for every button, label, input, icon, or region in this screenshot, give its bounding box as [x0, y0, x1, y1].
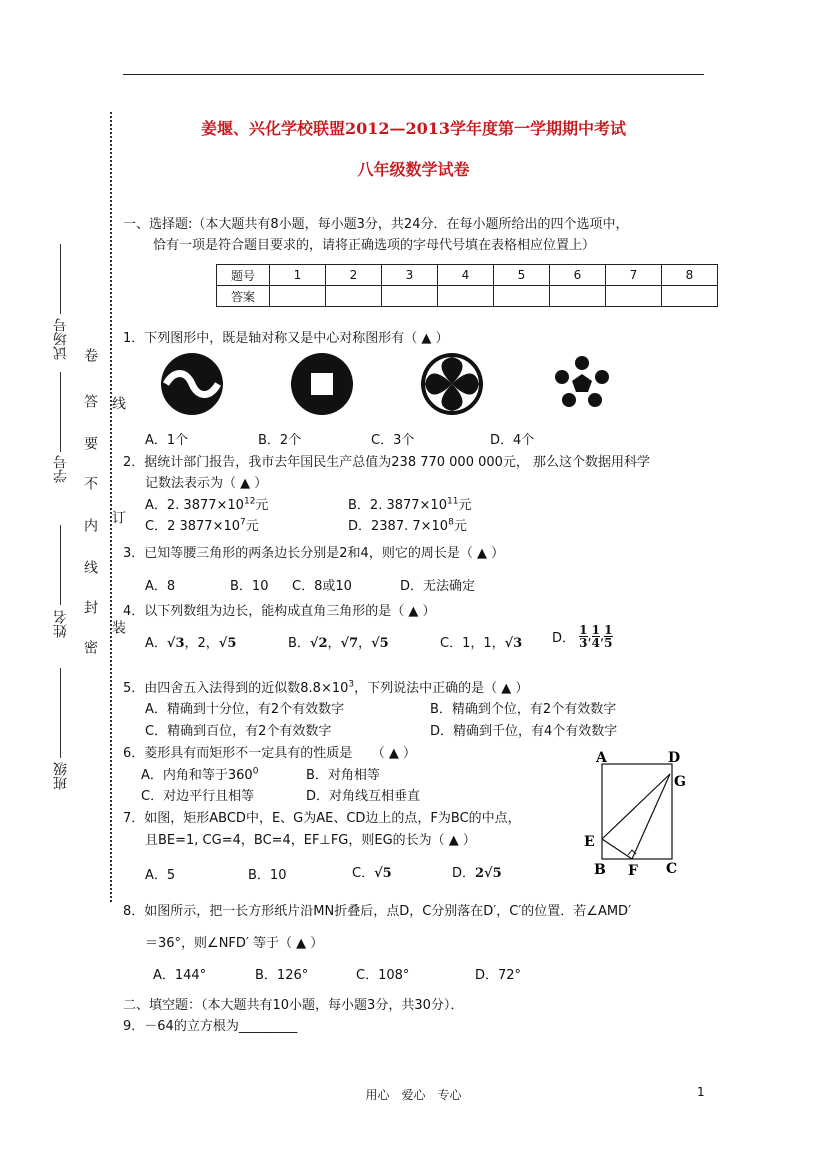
seal-char: 密: [82, 640, 98, 654]
table-row-label: 答案: [217, 286, 270, 307]
answer-cell[interactable]: [550, 286, 606, 307]
q6-option-d: D．对角线互相垂直: [306, 789, 421, 804]
seal-char: 答: [82, 394, 98, 408]
question-number: 6: [550, 265, 606, 286]
q2-stem-line2: 记数法表示为（ ▲ ）: [145, 476, 268, 491]
q3-stem: 3．已知等腰三角形的两条边长分别是2和4，则它的周长是（ ▲ ）: [123, 546, 505, 561]
q5-option-a: A．精确到十分位，有2个有效数字: [145, 702, 345, 717]
q1-option-a: A．1个: [145, 433, 189, 448]
q2-option-b: B．2. $3877\times 10^{11}$元: [348, 496, 472, 513]
q6-option-c: C．对边平行且相等: [141, 789, 255, 804]
fig-label-e: E: [584, 834, 595, 850]
q6-stem: 6．菱形具有而矩形不一定具有的性质是 （ ▲ ）: [123, 746, 417, 761]
fig-label-c: C: [666, 861, 678, 877]
q8-option-c: C．108°: [356, 968, 410, 983]
q8-option-d: D．72°: [475, 968, 522, 983]
class-blank: [60, 668, 61, 758]
q6-option-a: A．内角和等于$360^0$: [141, 766, 259, 783]
q7-option-a: A．5: [145, 868, 176, 883]
section1-line1: 一、选择题:（本大题共有8小题，每小题3分，共24分．在每小题所给出的四个选项中，: [123, 217, 629, 232]
q2-option-a: A．2. $3877\times 10^{12}$元: [145, 496, 269, 513]
question-number: 3: [382, 265, 438, 286]
seal-char: 不: [82, 476, 98, 490]
q1-option-d: D．4个: [490, 433, 535, 448]
q4-option-b: B．√2，√7，√5: [288, 636, 389, 651]
seal-char: 线: [82, 560, 98, 574]
q2-stem-line1: 2．据统计部门报告，我市去年国民生产总值为238 770 000 000元， 那么这个数据用科学: [123, 455, 651, 470]
q5-stem: 5．由四舍五入法得到的近似数$8.8\times 10^3$，下列说法中正确的是（ ▲ ）: [123, 679, 529, 696]
page-footer: 用心 爱心 专心: [365, 1088, 462, 1102]
q2-option-c: C．2 $3877\times 10^7$元: [145, 517, 259, 534]
q8-stem-line2: ＝36°，则∠NFD′ 等于（ ▲ ）: [145, 936, 324, 951]
q4-option-a: A．√3，2，√5: [145, 636, 237, 651]
q7-option-b: B．10: [248, 868, 287, 883]
q9-stem: 9．－64的立方根为_________: [123, 1019, 298, 1034]
q4-option-c: C．1，1，√3: [440, 636, 523, 651]
exam-title: 姜堰、兴化学校联盟2012—2013学年度第一学期期中考试: [200, 119, 627, 138]
answer-cell[interactable]: [606, 286, 662, 307]
answer-cell[interactable]: [438, 286, 494, 307]
fig-label-d: D: [668, 750, 681, 766]
seal-char: 装: [110, 620, 126, 634]
answer-cell[interactable]: [326, 286, 382, 307]
q4-stem: 4．以下列数组为边长，能构成直角三角形的是（ ▲ ）: [123, 604, 436, 619]
q6-option-b: B．对角相等: [306, 768, 380, 783]
q3-option-d: D．无法确定: [400, 579, 476, 594]
page-number: 1: [697, 1085, 705, 1099]
header-rule: [123, 74, 704, 75]
q1-option-b: B．2个: [258, 433, 302, 448]
seal-char: 内: [82, 518, 98, 532]
seal-char: 线: [110, 396, 126, 410]
question-number: 1: [270, 265, 326, 286]
exam-room-label: 试场号: [53, 318, 69, 360]
answer-table: [216, 264, 718, 307]
figure-four-petal: [420, 352, 484, 416]
seal-char: 卷: [82, 348, 98, 362]
q8-stem-line1: 8．如图所示，把一长方形纸片沿MN折叠后，点D，C分别落在D′，C′的位置．若∠AMD′: [123, 904, 632, 919]
q8-option-b: B．126°: [255, 968, 309, 983]
q5-option-b: B．精确到个位，有2个有效数字: [430, 702, 617, 717]
section2-heading: 二、填空题：（本大题共有10小题，每小题3分，共30分）．: [123, 998, 464, 1013]
answer-cell[interactable]: [662, 286, 718, 307]
class-label: 班级: [53, 762, 69, 790]
fig-label-g: G: [674, 774, 686, 790]
q7-option-d: D．2√5: [452, 866, 502, 881]
q3-option-c: C．8或10: [292, 579, 352, 594]
table-row-label: 题号: [217, 265, 270, 286]
figure-coin-square: [290, 352, 354, 416]
q3-option-a: A．8: [145, 579, 176, 594]
seal-char: 订: [110, 510, 126, 524]
q7-stem-line2: 且BE=1, CG=4，BC=4，EF⊥FG，则EG的长为（ ▲ ）: [145, 833, 476, 848]
figure-pentagon-flower: [550, 352, 614, 416]
q2-option-d: D．2387. $7\times 10^8$元: [348, 517, 467, 534]
figure-yin-circle: [160, 352, 224, 416]
seal-dotted-line: [110, 112, 112, 902]
seal-char: 要: [82, 436, 98, 450]
q1-stem: 1．下列图形中，既是轴对称又是中心对称图形有（ ▲ ）: [123, 331, 449, 346]
q4-option-d: D． $\frac{1}{3}$ , $\frac{1}{4}$ , $\frac{1}{5}$: [552, 623, 613, 650]
answer-cell[interactable]: [382, 286, 438, 307]
fig-label-b: B: [594, 862, 606, 878]
answer-cell[interactable]: [270, 286, 326, 307]
q7-stem-line1: 7．如图，矩形ABCD中，E、G为AE、CD边上的点，F为BC的中点，: [123, 811, 521, 826]
q1-option-c: C．3个: [371, 433, 415, 448]
name-label: 姓名: [53, 610, 69, 638]
question-number: 7: [606, 265, 662, 286]
seal-char: 封: [82, 600, 98, 614]
fig-label-f: F: [628, 863, 638, 878]
student-no-blank: [60, 372, 61, 452]
exam-room-blank: [60, 244, 61, 314]
student-no-label: 学号: [53, 455, 69, 483]
question-number: 2: [326, 265, 382, 286]
exam-subtitle: 八年级数学试卷: [357, 160, 470, 179]
q3-option-b: B．10: [230, 579, 269, 594]
question-number: 5: [494, 265, 550, 286]
q5-option-d: D．精确到千位，有4个有效数字: [430, 724, 618, 739]
question-number: 8: [662, 265, 718, 286]
answer-cell[interactable]: [494, 286, 550, 307]
rectangle-figure: [582, 748, 692, 878]
name-blank: [60, 525, 61, 605]
q7-option-c: C．√5: [352, 866, 392, 881]
section1-line2: 恰有一项是符合题目要求的，请将正确选项的字母代号填在表格相应位置上）: [153, 238, 596, 253]
q8-option-a: A．144°: [153, 968, 207, 983]
question-number: 4: [438, 265, 494, 286]
q5-option-c: C．精确到百位，有2个有效数字: [145, 724, 332, 739]
fig-label-a: A: [596, 750, 607, 766]
